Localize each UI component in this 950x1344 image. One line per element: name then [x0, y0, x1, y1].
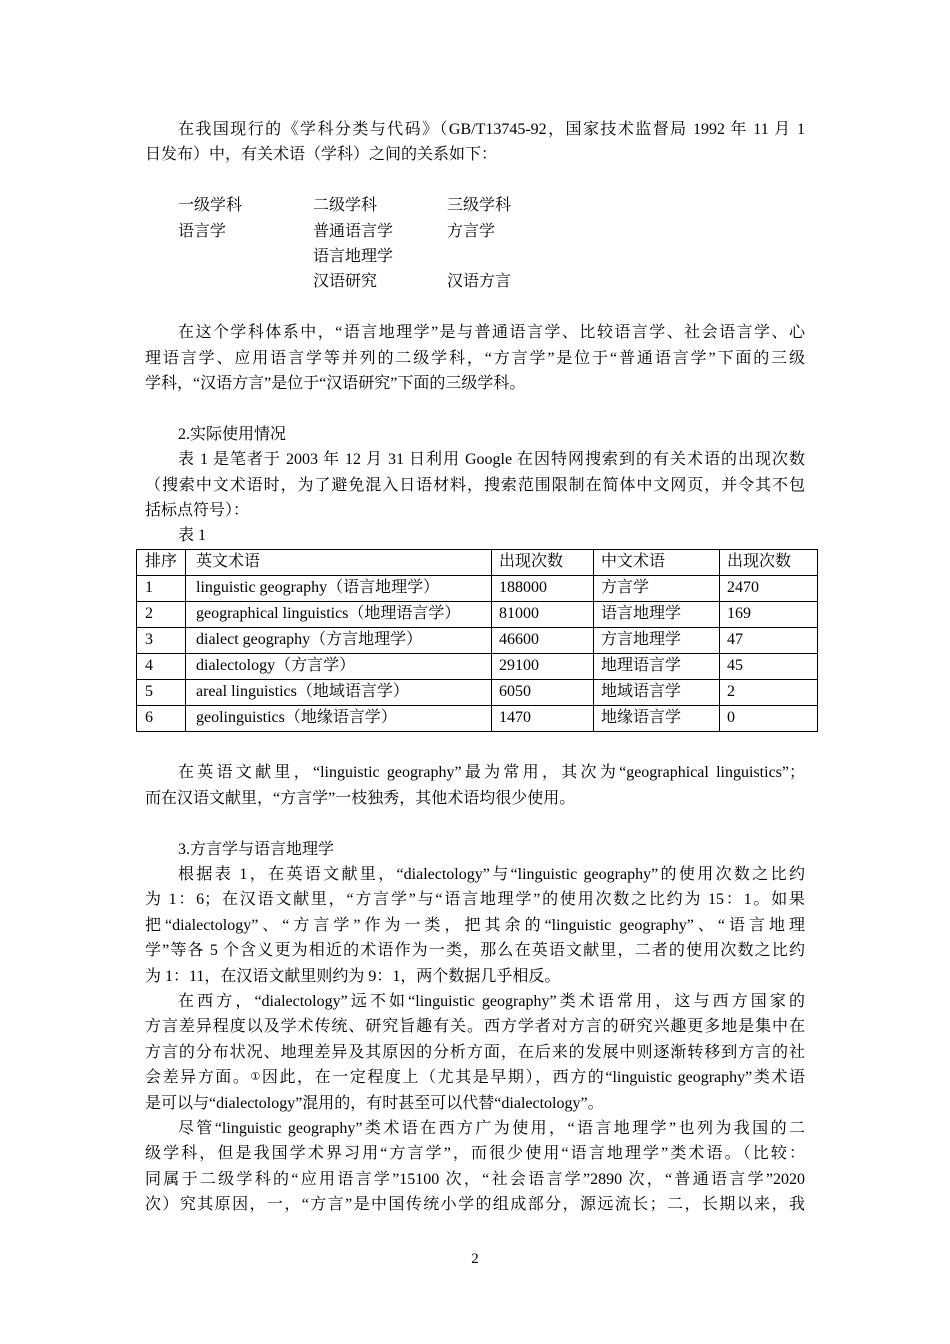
- ratio-paragraph: [145, 862, 805, 989]
- text-line: 把“dialectology”、“方言学”作为一类，把其余的“linguistic geography”、“语言地理: [145, 916, 805, 934]
- system-paragraph: [145, 320, 805, 396]
- text-line: 为 1：6；在汉语文献里，“方言学”与“语言地理学”的使用次数之比约为 15：1。如果: [145, 891, 805, 909]
- hierarchy-row: [145, 219, 805, 244]
- hierarchy-row: [145, 244, 805, 269]
- english-count-cell: 46600: [492, 627, 594, 653]
- header-rank: 排序: [137, 549, 186, 575]
- rank-cell: 2: [137, 601, 186, 627]
- hierarchy-level3-cell: 方言学: [447, 222, 496, 240]
- text-line: 理语言学、应用语言学等并列的二级学科，“方言学”是位于“普通语言学”下面的三级: [145, 349, 805, 367]
- text-line: 根据表 1，在英语文献里，“dialectology”与“linguistic geography”的使用次数之比约: [178, 865, 805, 883]
- chinese-count-cell: 45: [720, 653, 818, 679]
- table-row: [137, 653, 818, 679]
- text-line: 同属于二级学科的“应用语言学”15100 次，“社会语言学”2890 次，“普通语言学”2020: [145, 1170, 805, 1188]
- hierarchy-level2-cell: 语言地理学: [313, 247, 394, 265]
- text-line: 级学科，但是我国学术界习用“方言学”，而很少使用“语言地理学”类术语。（比较：: [145, 1145, 805, 1163]
- text-line: 在西方，“dialectology”远不如“linguistic geography”类术语常用，这与西方国家的: [178, 992, 805, 1010]
- chinese-term-cell: 方言学: [594, 575, 720, 601]
- hierarchy-header-level2: 二级学科: [313, 197, 378, 215]
- text-column: [145, 117, 805, 1218]
- header-chinese-term: 中文术语: [594, 549, 720, 575]
- chinese-term-cell: 地域语言学: [594, 679, 720, 705]
- chinese-term-cell: 方言地理学: [594, 627, 720, 653]
- chinese-count-cell: 47: [720, 627, 818, 653]
- rank-cell: 5: [137, 679, 186, 705]
- section-heading-3: 3.方言学与语言地理学: [178, 840, 335, 858]
- text-line: 次）究其原因，一，“方言”是中国传统小学的组成部分，源远流长；二，长期以来，我: [145, 1196, 805, 1214]
- text-line: 学科，“汉语方言”是位于“汉语研究”下面的三级学科。: [145, 374, 526, 392]
- chinese-count-cell: 0: [720, 705, 818, 731]
- text-line: 尽管“linguistic geography”类术语在西方广为使用，“语言地理学”也列为我国的二: [178, 1119, 805, 1137]
- english-count-cell: 29100: [492, 653, 594, 679]
- text-line: 在我国现行的《学科分类与代码》（GB/T13745-92，国家技术监督局 1992 年 11 月 1: [178, 121, 805, 138]
- english-term-cell: dialect geography（方言地理学）: [186, 627, 492, 653]
- text-line: 方言的分布状况、地理差异及其原因的分析方面，在后来的发展中则逐渐转移到方言的社: [145, 1043, 805, 1061]
- text-segment: 因此，在一定程度上（尤其是早期），西方的“linguistic geography”类术语: [261, 1069, 805, 1087]
- table-row: [137, 601, 818, 627]
- english-term-cell: dialectology（方言学）: [186, 653, 492, 679]
- hierarchy-row: [145, 269, 805, 294]
- english-count-cell: 188000: [492, 575, 594, 601]
- text-line: 学”等各 5 个含义更为相近的术语作为一类，那么在英语文献里，二者的使用次数之比约: [145, 942, 805, 960]
- text-segment: 会差异方面。: [145, 1069, 251, 1087]
- text-line: 表 1 是笔者于 2003 年 12 月 31 日利用 Google 在因特网搜索到的有关术语的出现次数: [178, 451, 805, 469]
- footnote-marker: ①: [250, 1071, 262, 1084]
- english-count-cell: 1470: [492, 705, 594, 731]
- usage-paragraph: [145, 447, 805, 523]
- text-line: （搜索中文术语时，为了避免混入日语材料，搜索范围限制在简体中文网页，并令其不包: [145, 476, 805, 494]
- chinese-term-cell: 语言地理学: [594, 601, 720, 627]
- english-term-cell: linguistic geography（语言地理学）: [186, 575, 492, 601]
- discipline-hierarchy: [145, 193, 805, 295]
- chinese-term-cell: 地缘语言学: [594, 705, 720, 731]
- english-term-cell: geolinguistics（地缘语言学）: [186, 705, 492, 731]
- western-usage-paragraph: [145, 989, 805, 1116]
- after-table-paragraph: [145, 760, 805, 811]
- term-frequency-table: [136, 549, 818, 732]
- header-english-count: 出现次数: [492, 549, 594, 575]
- table-row: [137, 705, 818, 731]
- text-line: 而在汉语文献里，“方言学”一枝独秀，其他术语均很少使用。: [145, 789, 576, 807]
- rank-cell: 6: [137, 705, 186, 731]
- english-term-cell: geographical linguistics（地理语言学）: [186, 601, 492, 627]
- text-line: 方言差异程度以及学术传统、研究旨趣有关。西方学者对方言的研究兴趣更多地是集中在: [145, 1018, 805, 1036]
- hierarchy-level2-cell: 汉语研究: [313, 273, 378, 291]
- chinese-count-cell: 169: [720, 601, 818, 627]
- header-chinese-count: 出现次数: [720, 549, 818, 575]
- english-count-cell: 6050: [492, 679, 594, 705]
- section-heading-2: 2.实际使用情况: [178, 425, 287, 443]
- text-line: 括标点符号）：: [145, 501, 250, 519]
- chinese-usage-paragraph: [145, 1116, 805, 1218]
- table-caption: 表 1: [178, 527, 207, 545]
- table-row: [137, 627, 818, 653]
- hierarchy-header-level1: 一级学科: [178, 197, 243, 215]
- rank-cell: 4: [137, 653, 186, 679]
- intro-paragraph: [145, 117, 805, 168]
- chinese-count-cell: 2: [720, 679, 818, 705]
- rank-cell: 3: [137, 627, 186, 653]
- text-line: 日发布）中，有关术语（学科）之间的关系如下：: [145, 146, 498, 164]
- text-line: 是可以与“dialectology”混用的，有时甚至可以代替“dialectology”。: [145, 1094, 604, 1112]
- hierarchy-level2-cell: 普通语言学: [313, 222, 394, 240]
- text-line: [145, 1065, 805, 1090]
- chinese-count-cell: 2470: [720, 575, 818, 601]
- table-row: [137, 679, 818, 705]
- hierarchy-level3-cell: 汉语方言: [447, 273, 512, 291]
- text-line: 在这个学科体系中，“语言地理学”是与普通语言学、比较语言学、社会语言学、心: [178, 324, 805, 342]
- hierarchy-header-level3: 三级学科: [447, 197, 512, 215]
- text-line: 在英语文献里，“linguistic geography”最为常用，其次为“geographical linguistics”；: [178, 764, 805, 782]
- hierarchy-level1-cell: 语言学: [178, 222, 227, 240]
- text-line: 为 1：11，在汉语文献里则约为 9：1，两个数据几乎相反。: [145, 967, 561, 985]
- table-row: [137, 575, 818, 601]
- english-term-cell: areal linguistics（地域语言学）: [186, 679, 492, 705]
- hierarchy-header-row: [145, 193, 805, 218]
- rank-cell: 1: [137, 575, 186, 601]
- chinese-term-cell: 地理语言学: [594, 653, 720, 679]
- english-count-cell: 81000: [492, 601, 594, 627]
- page-number: 2: [471, 1251, 479, 1267]
- table-header-row: [137, 549, 818, 575]
- header-english-term: 英文术语: [186, 549, 492, 575]
